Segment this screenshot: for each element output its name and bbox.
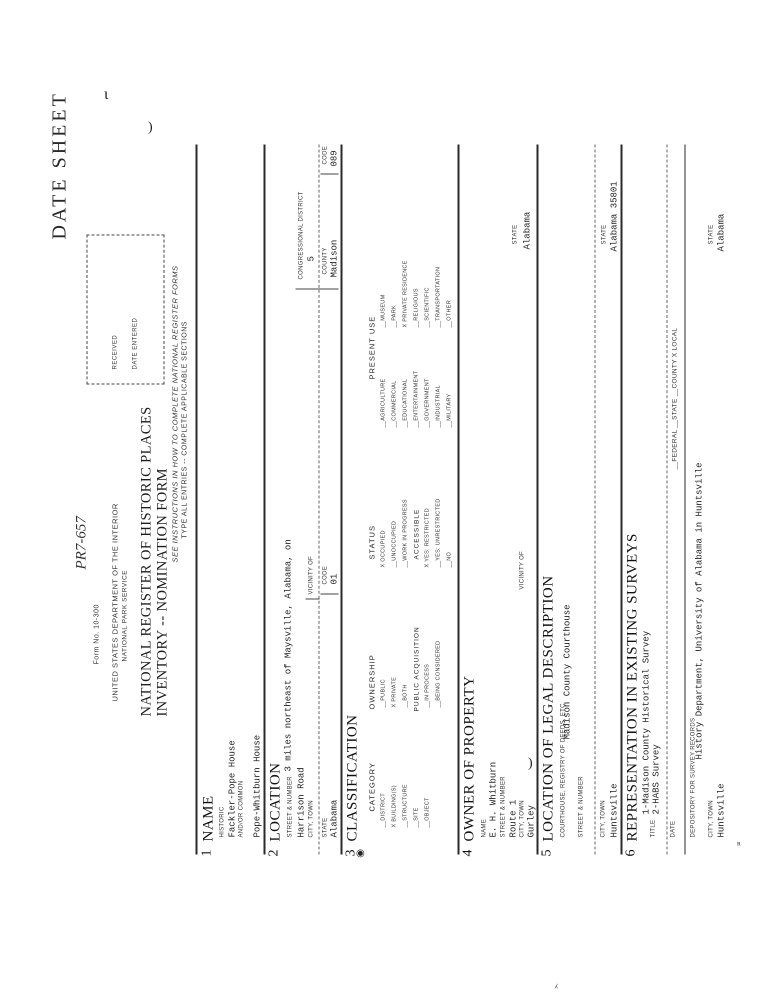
present-use-option: __ENTERTAINMENT	[413, 370, 420, 428]
congressional-district-label: CONGRESSIONAL DISTRICT	[298, 191, 305, 280]
status-option: __WORK IN PROGRESS	[402, 499, 409, 568]
status-option: X YES: RESTRICTED	[424, 508, 431, 568]
scan-speck: ◉	[356, 848, 365, 859]
form-title-line1: NATIONAL REGISTER OF HISTORIC PLACES	[138, 406, 155, 717]
service-name: NATIONAL PARK SERVICE	[121, 569, 129, 662]
survey-level-options: __FEDERAL __STATE __COUNTY X LOCAL	[671, 327, 679, 470]
owner-city-label: CITY, TOWN	[519, 800, 526, 838]
vicinity-label: VICINITY OF	[308, 555, 315, 595]
courthouse-street-label: STREET & NUMBER	[578, 776, 585, 838]
section-6-number: 6	[623, 849, 639, 857]
section-6-rule-2	[685, 145, 686, 855]
category-option: __OBJECT	[424, 797, 431, 828]
ownership-column-header: OWNERSHIP	[367, 654, 377, 710]
ownership-option: X PRIVATE	[391, 676, 398, 708]
scan-speck: ι	[104, 86, 109, 103]
ownership-option: __PUBLIC	[380, 679, 387, 708]
courthouse-state-label: STATE	[601, 224, 608, 245]
owner-name-label: NAME	[481, 818, 488, 838]
courthouse-city-value: Huntsville	[609, 783, 620, 838]
state-code-value: 01	[329, 573, 340, 585]
status-option: __UNOCCUPIED	[391, 520, 398, 568]
owner-street-label: STREET & NUMBER	[500, 776, 507, 838]
status-option: __YES: UNRESTRICTED	[435, 498, 442, 568]
county-code-value: 089	[329, 150, 340, 167]
ownership-option: __BOTH	[402, 684, 409, 708]
survey-title-value-2: 2-HABS Survey	[651, 744, 662, 815]
instructions-line1: SEE INSTRUCTIONS IN HOW TO COMPLETE NATIONAL REGISTER FORMS	[170, 265, 180, 563]
section-2-rule	[264, 145, 266, 855]
location-street-value-2: Harrison Road	[296, 767, 307, 838]
nomination-form-page	[1, 0, 775, 1000]
owner-vicinity-label: VICINITY OF	[519, 550, 526, 590]
category-option: __SITE	[413, 807, 420, 828]
present-use-column-header: PRESENT USE	[367, 315, 377, 380]
county-label: COUNTY	[322, 247, 329, 275]
section-1-number: 1	[199, 849, 215, 857]
survey-city-value: Huntsville	[716, 783, 727, 838]
date-sheet-stamp: DATE SHEET	[48, 91, 71, 240]
location-divider	[319, 145, 320, 855]
state-label: STATE	[322, 817, 329, 838]
nps-use-only-box	[87, 235, 165, 385]
present-use-option: __EDUCATIONAL	[402, 378, 409, 428]
courthouse-label: COURTHOUSE, REGISTRY OF DEEDS, ETC.	[560, 701, 567, 838]
scan-speck: ᴿ	[737, 840, 741, 850]
historic-label: HISTORIC	[219, 806, 226, 838]
present-use-option: __GOVERNMENT	[424, 378, 431, 428]
section-1-heading: NAME	[200, 795, 217, 842]
status-option: X OCCUPIED	[380, 530, 387, 568]
state-value: Alabama	[329, 799, 340, 838]
status-option: __NO	[446, 551, 453, 568]
owner-city-value: Gurley	[526, 805, 537, 838]
present-use-option: __AGRICULTURE	[380, 378, 387, 428]
document-number: PR7-657	[73, 516, 90, 570]
date-entered-label: DATE ENTERED	[132, 317, 139, 370]
owner-state-value: Alabama	[522, 211, 533, 250]
section-2-number: 2	[266, 849, 282, 857]
city-town-label: CITY, TOWN	[308, 800, 315, 838]
present-use-option: __PARK	[391, 305, 398, 328]
department-name: UNITED STATES DEPARTMENT OF THE INTERIOR	[110, 503, 120, 702]
status-option: ACCESSIBLE	[413, 508, 421, 560]
courthouse-city-label: CITY, TOWN	[600, 800, 607, 838]
instructions-line2: TYPE ALL ENTRIES -- COMPLETE APPLICABLE SECTIONS	[181, 321, 189, 539]
section-6-heading: REPRESENTATION IN EXISTING SURVEYS	[624, 533, 641, 842]
present-use-option: __COMMERCIAL	[391, 380, 398, 428]
section-4-heading: OWNER OF PROPERTY	[461, 675, 478, 842]
present-use-option: __INDUSTRIAL	[435, 385, 442, 428]
present-use-option: __SCIENTIFIC	[424, 287, 431, 328]
section-5-number: 5	[539, 849, 555, 857]
received-label: RECEIVED	[112, 334, 119, 370]
owner-state-label: STATE	[512, 224, 519, 245]
present-use-option: X PRIVATE RESIDENCE	[402, 260, 409, 328]
survey-title-label: TITLE	[650, 819, 657, 838]
courthouse-value: Madison County Courthouse	[562, 604, 573, 740]
county-code-label: CODE	[322, 145, 329, 165]
column-separator	[296, 289, 339, 290]
scan-speck: )	[528, 756, 533, 771]
owner-name-value: E. H. Whitburn	[488, 761, 499, 838]
category-option: __DISTRICT	[380, 793, 387, 828]
section-4-rule	[458, 145, 460, 855]
section-6-divider	[667, 145, 668, 855]
status-column-header: STATUS	[367, 525, 377, 560]
section-5-rule	[537, 145, 539, 855]
congressional-district-value: 5	[306, 256, 317, 262]
column-separator	[306, 599, 320, 600]
courthouse-state-value: Alabama 35801	[609, 181, 620, 252]
survey-state-label: STATE	[708, 224, 715, 245]
section-4-number: 4	[460, 849, 476, 857]
survey-city-label: CITY, TOWN	[708, 800, 715, 838]
section-5-divider	[595, 145, 596, 855]
street-number-label: STREET & NUMBER	[287, 776, 294, 838]
survey-title-value-1: 1-Madison County Historical Survey	[641, 630, 652, 815]
present-use-option: __RELIGIOUS	[413, 288, 420, 328]
form-label: Form No. 10-300	[93, 604, 101, 665]
section-1-rule	[196, 145, 198, 855]
ownership-option: __BEING CONSIDERED	[435, 640, 442, 708]
location-street-value: 3 miles northeast of Maysville, Alabama, on	[283, 539, 294, 772]
present-use-option: __MUSEUM	[380, 294, 387, 328]
form-title-line2: INVENTORY -- NOMINATION FORM	[154, 468, 171, 717]
section-3-heading: CLASSIFICATION	[344, 714, 361, 842]
category-option: __STRUCTURE	[402, 784, 409, 828]
county-value: Madison	[329, 239, 340, 278]
historic-name-value: Fackler-Pope House	[227, 740, 238, 838]
category-option: X BUILDING(S)	[391, 785, 398, 828]
survey-date-label: DATE	[670, 820, 677, 838]
owner-street-value: Route 1	[508, 799, 519, 838]
scan-speck: ⁁	[555, 978, 558, 989]
common-name-value: Pope-Whitburn House	[252, 734, 263, 838]
present-use-option: __MILITARY	[446, 393, 453, 428]
section-3-number: 3	[343, 849, 359, 857]
ownership-option: PUBLIC ACQUISITION	[413, 626, 421, 712]
section-3-rule	[341, 145, 343, 855]
depository-value: History Department, University of Alabama in Huntsville	[694, 462, 705, 760]
ownership-option: __IN PROCESS	[424, 663, 431, 708]
depository-label: DEPOSITORY FOR SURVEY RECORDS	[690, 717, 697, 838]
present-use-option: __TRANSPORTATION	[435, 266, 442, 328]
scan-speck: )	[148, 120, 153, 135]
present-use-option: __OTHER	[446, 300, 453, 328]
section-2-heading: LOCATION	[267, 762, 284, 842]
section-6-rule	[621, 145, 623, 855]
column-separator	[321, 594, 339, 595]
state-code-label: CODE	[322, 565, 329, 585]
column-separator	[321, 174, 339, 175]
survey-state-value: Alabama	[716, 213, 727, 252]
section-5-heading: LOCATION OF LEGAL DESCRIPTION	[540, 575, 557, 842]
common-name-label: AND/OR COMMON	[238, 780, 245, 838]
category-column-header: CATEGORY	[367, 762, 377, 812]
